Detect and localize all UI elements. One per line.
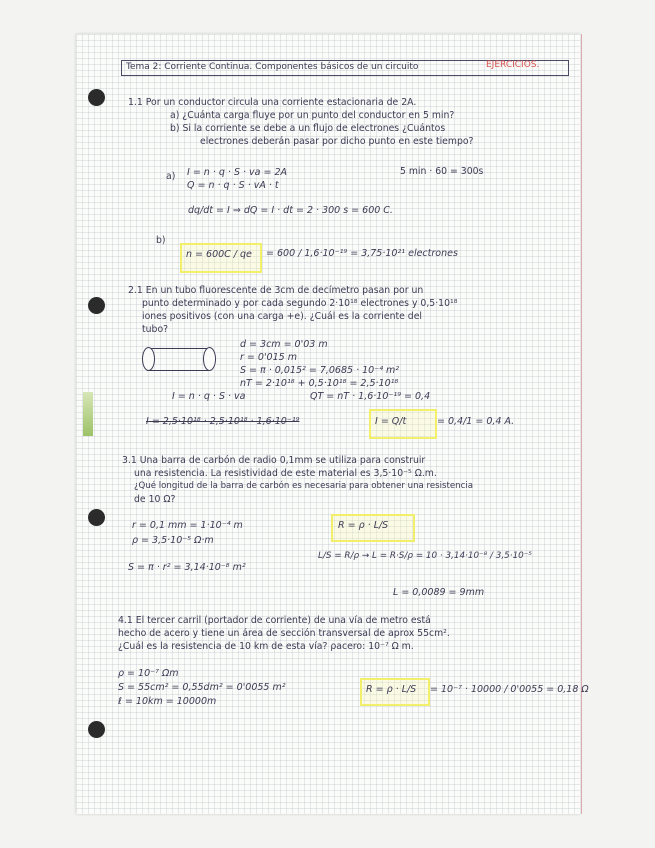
ex2-diameter: d = 3cm = 0'03 m xyxy=(240,339,328,350)
ex2-boxed-eq: I = Q/t xyxy=(375,416,407,427)
ex4-result: = 10⁻⁷ · 10000 / 0'0055 = 0,18 Ω xyxy=(430,684,589,695)
ex4-line1: 4.1 El tercer carril (portador de corriente) de una vía de metro está xyxy=(118,615,431,626)
ex1-electrons-eq: n = 600C / qe xyxy=(186,249,252,260)
ex3-formula: R = ρ · L/S xyxy=(338,520,389,531)
ex2-line2: punto determinado y por cada segundo 2·10¹⁸ electrones y 0,5·10¹⁸ xyxy=(142,298,458,309)
ex2-struck-eq: I = 2,5·10¹⁸ · 2,5·10¹⁸ · 1,6·10⁻¹⁹ xyxy=(146,416,300,427)
tube-end-left xyxy=(142,347,155,371)
ex1-charge-eq: Q = n · q · S · vA · t xyxy=(187,180,279,191)
ex4-formula: R = ρ · L/S xyxy=(366,684,417,695)
tube-end-right xyxy=(203,347,216,371)
ex4-line2: hecho de acero y tiene un área de sección transversal de aprox 55cm². xyxy=(118,628,450,639)
ex1-electrons-result: = 600 / 1,6·10⁻¹⁹ = 3,75·10²¹ electrones xyxy=(266,248,458,259)
ex2-line3: iones positivos (con una carga +e). ¿Cuál es la corriente del xyxy=(142,311,423,322)
ex2-total-q: QT = nT · 1,6·10⁻¹⁹ = 0,4 xyxy=(310,391,431,402)
ex1-line2: a) ¿Cuánta carga fluye por un punto del conductor en 5 min? xyxy=(170,110,455,121)
ex3-line3: ¿Qué longitud de la barra de carbón es necesaria para obtener una resistencia xyxy=(134,481,473,491)
ex2-result: = 0,4/1 = 0,4 A. xyxy=(437,416,515,427)
ex1-integral: dq/dt = I ⇒ dQ = I · dt = 2 · 300 s = 600 C. xyxy=(188,205,393,216)
ex2-section: S = π · 0,015² = 7,0685 · 10⁻⁴ m² xyxy=(240,365,400,376)
page-title: Tema 2: Corriente Continua. Componentes básicos de un circuito xyxy=(126,62,419,72)
ex4-line3: ¿Cuál es la resistencia de 10 km de esta vía? ρacero: 10⁻⁷ Ω m. xyxy=(118,641,414,652)
ex3-line4: de 10 Ω? xyxy=(134,494,176,505)
ex2-total-n: nT = 2·10¹⁸ + 0,5·10¹⁸ = 2,5·10¹⁸ xyxy=(240,378,399,389)
ex4-resistivity: ρ = 10⁻⁷ Ωm xyxy=(118,668,179,679)
binder-hole xyxy=(88,297,105,314)
ex2-current-eq: I = n · q · S · va xyxy=(172,391,246,402)
ex2-line1: 2.1 En un tubo fluorescente de 3cm de decímetro pasan por un xyxy=(128,285,424,296)
ex3-resistivity: ρ = 3,5·10⁻⁵ Ω·m xyxy=(132,535,214,546)
page-tab xyxy=(83,392,93,436)
ex2-radius: r = 0'015 m xyxy=(240,352,297,363)
ex3-line1: 3.1 Una barra de carbón de radio 0,1mm se utiliza para construir xyxy=(122,455,426,466)
ex3-result: L = 0,0089 = 9mm xyxy=(393,587,485,598)
ex3-line2: una resistencia. La resistividad de este material es 3,5·10⁻⁵ Ω.m. xyxy=(134,468,437,479)
ex1-time: 5 min · 60 = 300s xyxy=(400,166,484,177)
tube-drawing xyxy=(147,348,209,371)
ex1-b-label: b) xyxy=(156,235,166,246)
ex1-a-label: a) xyxy=(166,171,176,182)
ex3-ratio: L/S = R/ρ → L = R·S/ρ = 10 · 3,14·10⁻⁸ / 3,5·10⁻⁵ xyxy=(318,551,532,561)
ex1-current-eq: I = n · q · S · va = 2A xyxy=(187,167,288,178)
ex1-line1: 1.1 Por un conductor circula una corriente estacionaria de 2A. xyxy=(128,97,417,108)
ex1-line4: electrones deberán pasar por dicho punto en este tiempo? xyxy=(200,136,474,147)
ex4-section: S = 55cm² = 0,55dm² = 0'0055 m² xyxy=(118,682,286,693)
ex2-line4: tubo? xyxy=(142,324,169,335)
exercise-tag: EJERCICIOS. xyxy=(486,60,540,70)
binder-hole xyxy=(88,721,105,738)
margin-line xyxy=(581,34,582,814)
ex3-section: S = π · r² = 3,14·10⁻⁸ m² xyxy=(128,562,246,573)
binder-hole xyxy=(88,89,105,106)
ex3-radius: r = 0,1 mm = 1·10⁻⁴ m xyxy=(132,520,243,531)
ex4-length: ℓ = 10km = 10000m xyxy=(118,696,217,707)
binder-hole xyxy=(88,509,105,526)
ex1-line3: b) Si la corriente se debe a un flujo de electrones ¿Cuántos xyxy=(170,123,446,134)
